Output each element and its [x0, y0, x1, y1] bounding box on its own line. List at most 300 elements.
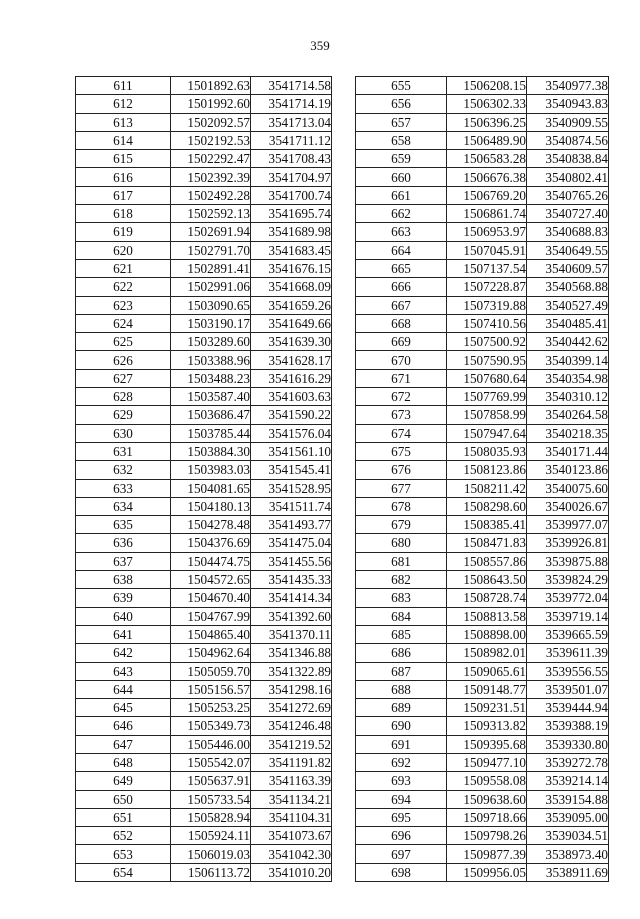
y-coordinate-cell: 3541695.74 — [251, 205, 332, 223]
x-coordinate-cell: 1504081.65 — [171, 479, 251, 497]
y-coordinate-cell: 3540874.56 — [527, 131, 609, 149]
x-coordinate-cell: 1509313.82 — [447, 717, 527, 735]
table-row — [356, 461, 609, 479]
x-coordinate-cell: 1508898.00 — [447, 625, 527, 643]
y-coordinate-cell: 3539719.14 — [527, 607, 609, 625]
x-coordinate-cell: 1502991.06 — [171, 278, 251, 296]
x-coordinate-cell: 1505542.07 — [171, 753, 251, 771]
y-coordinate-cell: 3539875.88 — [527, 552, 609, 570]
y-coordinate-cell: 3541713.04 — [251, 113, 332, 131]
y-coordinate-cell: 3540649.55 — [527, 241, 609, 259]
point-number-cell: 645 — [76, 699, 171, 717]
point-number-cell: 612 — [76, 95, 171, 113]
table-row — [356, 607, 609, 625]
point-number-cell: 671 — [356, 369, 447, 387]
point-number-cell: 688 — [356, 680, 447, 698]
table-row — [76, 223, 332, 241]
point-number-cell: 662 — [356, 205, 447, 223]
y-coordinate-cell: 3541616.29 — [251, 369, 332, 387]
table-row — [356, 424, 609, 442]
table-row — [76, 388, 332, 406]
table-row — [76, 753, 332, 771]
table-row — [76, 589, 332, 607]
y-coordinate-cell: 3541392.60 — [251, 607, 332, 625]
x-coordinate-cell: 1502092.57 — [171, 113, 251, 131]
x-coordinate-cell: 1508982.01 — [447, 644, 527, 662]
y-coordinate-cell: 3541700.74 — [251, 186, 332, 204]
table-row — [356, 699, 609, 717]
point-number-cell: 621 — [76, 259, 171, 277]
point-number-cell: 627 — [76, 369, 171, 387]
y-coordinate-cell: 3541528.95 — [251, 479, 332, 497]
y-coordinate-cell: 3540442.62 — [527, 333, 609, 351]
table-row — [76, 278, 332, 296]
y-coordinate-cell: 3540727.40 — [527, 205, 609, 223]
point-number-cell: 657 — [356, 113, 447, 131]
page-number: 359 — [310, 38, 330, 53]
point-number-cell: 661 — [356, 186, 447, 204]
y-coordinate-cell: 3541010.20 — [251, 863, 332, 881]
y-coordinate-cell: 3541298.16 — [251, 680, 332, 698]
y-coordinate-cell: 3541134.21 — [251, 790, 332, 808]
x-coordinate-cell: 1507319.88 — [447, 296, 527, 314]
point-number-cell: 672 — [356, 388, 447, 406]
table-row — [356, 333, 609, 351]
point-number-cell: 681 — [356, 552, 447, 570]
x-coordinate-cell: 1504767.99 — [171, 607, 251, 625]
y-coordinate-cell: 3538911.69 — [527, 863, 609, 881]
table-row — [356, 790, 609, 808]
table-row — [356, 223, 609, 241]
x-coordinate-cell: 1508813.58 — [447, 607, 527, 625]
point-number-cell: 629 — [76, 406, 171, 424]
y-coordinate-cell: 3541628.17 — [251, 351, 332, 369]
table-row — [356, 845, 609, 863]
x-coordinate-cell: 1502292.47 — [171, 150, 251, 168]
point-number-cell: 618 — [76, 205, 171, 223]
y-coordinate-cell: 3540527.49 — [527, 296, 609, 314]
table-row — [76, 168, 332, 186]
table-row — [356, 571, 609, 589]
x-coordinate-cell: 1506953.97 — [447, 223, 527, 241]
table-row — [356, 625, 609, 643]
x-coordinate-cell: 1507947.64 — [447, 424, 527, 442]
table-row — [356, 369, 609, 387]
y-coordinate-cell: 3539095.00 — [527, 808, 609, 826]
point-number-cell: 680 — [356, 534, 447, 552]
table-row — [356, 278, 609, 296]
table-row — [76, 241, 332, 259]
y-coordinate-cell: 3541163.39 — [251, 772, 332, 790]
y-coordinate-cell: 3540171.44 — [527, 442, 609, 460]
point-number-cell: 654 — [76, 863, 171, 881]
table-row — [76, 571, 332, 589]
x-coordinate-cell: 1503983.03 — [171, 461, 251, 479]
y-coordinate-cell: 3539977.07 — [527, 516, 609, 534]
y-coordinate-cell: 3539611.39 — [527, 644, 609, 662]
point-number-cell: 634 — [76, 497, 171, 515]
point-number-cell: 689 — [356, 699, 447, 717]
y-coordinate-cell: 3541714.58 — [251, 77, 332, 95]
x-coordinate-cell: 1505253.25 — [171, 699, 251, 717]
table-row — [356, 662, 609, 680]
y-coordinate-cell: 3540310.12 — [527, 388, 609, 406]
table-row — [356, 589, 609, 607]
point-number-cell: 684 — [356, 607, 447, 625]
y-coordinate-cell: 3541649.66 — [251, 314, 332, 332]
x-coordinate-cell: 1507858.99 — [447, 406, 527, 424]
table-row — [356, 735, 609, 753]
table-row — [76, 333, 332, 351]
point-number-cell: 677 — [356, 479, 447, 497]
y-coordinate-cell: 3541708.43 — [251, 150, 332, 168]
x-coordinate-cell: 1502791.70 — [171, 241, 251, 259]
x-coordinate-cell: 1502891.41 — [171, 259, 251, 277]
table-row — [356, 168, 609, 186]
x-coordinate-cell: 1503090.65 — [171, 296, 251, 314]
x-coordinate-cell: 1509638.60 — [447, 790, 527, 808]
table-row — [76, 113, 332, 131]
y-coordinate-cell: 3540354.98 — [527, 369, 609, 387]
point-number-cell: 617 — [76, 186, 171, 204]
y-coordinate-cell: 3538973.40 — [527, 845, 609, 863]
point-number-cell: 669 — [356, 333, 447, 351]
point-number-cell: 696 — [356, 827, 447, 845]
y-coordinate-cell: 3541191.82 — [251, 753, 332, 771]
table-row — [356, 351, 609, 369]
x-coordinate-cell: 1506302.33 — [447, 95, 527, 113]
y-coordinate-cell: 3539272.78 — [527, 753, 609, 771]
y-coordinate-cell: 3539556.55 — [527, 662, 609, 680]
point-number-cell: 676 — [356, 461, 447, 479]
x-coordinate-cell: 1506396.25 — [447, 113, 527, 131]
y-coordinate-cell: 3540123.86 — [527, 461, 609, 479]
table-row — [76, 808, 332, 826]
table-row — [76, 205, 332, 223]
point-number-cell: 678 — [356, 497, 447, 515]
y-coordinate-cell: 3540838.84 — [527, 150, 609, 168]
x-coordinate-cell: 1505446.00 — [171, 735, 251, 753]
y-coordinate-cell: 3539444.94 — [527, 699, 609, 717]
point-number-cell: 693 — [356, 772, 447, 790]
table-row — [76, 461, 332, 479]
x-coordinate-cell: 1505924.11 — [171, 827, 251, 845]
table-row — [76, 680, 332, 698]
x-coordinate-cell: 1502691.94 — [171, 223, 251, 241]
table-row — [76, 534, 332, 552]
table-row — [76, 662, 332, 680]
x-coordinate-cell: 1505156.57 — [171, 680, 251, 698]
y-coordinate-cell: 3540609.57 — [527, 259, 609, 277]
table-row — [356, 479, 609, 497]
point-number-cell: 626 — [76, 351, 171, 369]
x-coordinate-cell: 1506583.28 — [447, 150, 527, 168]
y-coordinate-cell: 3541322.89 — [251, 662, 332, 680]
y-coordinate-cell: 3541714.19 — [251, 95, 332, 113]
x-coordinate-cell: 1509395.68 — [447, 735, 527, 753]
x-coordinate-cell: 1508643.50 — [447, 571, 527, 589]
x-coordinate-cell: 1506489.90 — [447, 131, 527, 149]
y-coordinate-cell: 3541545.41 — [251, 461, 332, 479]
point-number-cell: 659 — [356, 150, 447, 168]
x-coordinate-cell: 1506861.74 — [447, 205, 527, 223]
y-coordinate-cell: 3541073.67 — [251, 827, 332, 845]
x-coordinate-cell: 1504962.64 — [171, 644, 251, 662]
point-number-cell: 632 — [76, 461, 171, 479]
y-coordinate-cell: 3541104.31 — [251, 808, 332, 826]
x-coordinate-cell: 1509065.61 — [447, 662, 527, 680]
table-row — [76, 150, 332, 168]
y-coordinate-cell: 3541676.15 — [251, 259, 332, 277]
y-coordinate-cell: 3541590.22 — [251, 406, 332, 424]
table-row — [356, 772, 609, 790]
table-row — [76, 351, 332, 369]
point-number-cell: 623 — [76, 296, 171, 314]
point-number-cell: 647 — [76, 735, 171, 753]
y-coordinate-cell: 3541455.56 — [251, 552, 332, 570]
y-coordinate-cell: 3541576.04 — [251, 424, 332, 442]
y-coordinate-cell: 3539824.29 — [527, 571, 609, 589]
point-number-cell: 666 — [356, 278, 447, 296]
x-coordinate-cell: 1505828.94 — [171, 808, 251, 826]
x-coordinate-cell: 1508298.60 — [447, 497, 527, 515]
table-row — [76, 131, 332, 149]
y-coordinate-cell: 3540802.41 — [527, 168, 609, 186]
table-row — [76, 845, 332, 863]
y-coordinate-cell: 3541272.69 — [251, 699, 332, 717]
y-coordinate-cell: 3540218.35 — [527, 424, 609, 442]
y-coordinate-cell: 3540399.14 — [527, 351, 609, 369]
y-coordinate-cell: 3541246.48 — [251, 717, 332, 735]
y-coordinate-cell: 3540026.67 — [527, 497, 609, 515]
x-coordinate-cell: 1506019.03 — [171, 845, 251, 863]
point-number-cell: 697 — [356, 845, 447, 863]
point-number-cell: 614 — [76, 131, 171, 149]
table-row — [76, 717, 332, 735]
y-coordinate-cell: 3540075.60 — [527, 479, 609, 497]
y-coordinate-cell: 3541711.12 — [251, 131, 332, 149]
x-coordinate-cell: 1508385.41 — [447, 516, 527, 534]
x-coordinate-cell: 1505637.91 — [171, 772, 251, 790]
point-number-cell: 683 — [356, 589, 447, 607]
x-coordinate-cell: 1502492.28 — [171, 186, 251, 204]
x-coordinate-cell: 1505733.54 — [171, 790, 251, 808]
y-coordinate-cell: 3541493.77 — [251, 516, 332, 534]
table-row — [76, 479, 332, 497]
point-number-cell: 644 — [76, 680, 171, 698]
x-coordinate-cell: 1509877.39 — [447, 845, 527, 863]
x-coordinate-cell: 1503686.47 — [171, 406, 251, 424]
point-number-cell: 640 — [76, 607, 171, 625]
point-number-cell: 615 — [76, 150, 171, 168]
point-number-cell: 648 — [76, 753, 171, 771]
table-row — [76, 406, 332, 424]
y-coordinate-cell: 3540485.41 — [527, 314, 609, 332]
table-row — [356, 753, 609, 771]
point-number-cell: 687 — [356, 662, 447, 680]
point-number-cell: 646 — [76, 717, 171, 735]
point-number-cell: 663 — [356, 223, 447, 241]
table-row — [76, 296, 332, 314]
table-row — [76, 790, 332, 808]
point-number-cell: 611 — [76, 77, 171, 95]
y-coordinate-cell: 3541683.45 — [251, 241, 332, 259]
table-row — [76, 516, 332, 534]
point-number-cell: 630 — [76, 424, 171, 442]
table-row — [76, 625, 332, 643]
point-number-cell: 633 — [76, 479, 171, 497]
table-row — [76, 827, 332, 845]
point-number-cell: 668 — [356, 314, 447, 332]
table-row — [356, 680, 609, 698]
y-coordinate-cell: 3541511.74 — [251, 497, 332, 515]
x-coordinate-cell: 1508557.86 — [447, 552, 527, 570]
table-row — [356, 827, 609, 845]
point-number-cell: 695 — [356, 808, 447, 826]
point-number-cell: 656 — [356, 95, 447, 113]
table-row — [76, 699, 332, 717]
table-row — [356, 808, 609, 826]
x-coordinate-cell: 1505349.73 — [171, 717, 251, 735]
x-coordinate-cell: 1507769.99 — [447, 388, 527, 406]
point-number-cell: 622 — [76, 278, 171, 296]
x-coordinate-cell: 1502592.13 — [171, 205, 251, 223]
point-number-cell: 628 — [76, 388, 171, 406]
x-coordinate-cell: 1501892.63 — [171, 77, 251, 95]
point-number-cell: 685 — [356, 625, 447, 643]
x-coordinate-cell: 1507137.54 — [447, 259, 527, 277]
x-coordinate-cell: 1509798.26 — [447, 827, 527, 845]
table-row — [76, 95, 332, 113]
point-number-cell: 652 — [76, 827, 171, 845]
x-coordinate-cell: 1504865.40 — [171, 625, 251, 643]
x-coordinate-cell: 1508211.42 — [447, 479, 527, 497]
table-row — [356, 442, 609, 460]
x-coordinate-cell: 1504376.69 — [171, 534, 251, 552]
point-number-cell: 691 — [356, 735, 447, 753]
x-coordinate-cell: 1504278.48 — [171, 516, 251, 534]
table-row — [356, 131, 609, 149]
table-row — [76, 863, 332, 881]
x-coordinate-cell: 1508035.93 — [447, 442, 527, 460]
table-row — [356, 150, 609, 168]
point-number-cell: 692 — [356, 753, 447, 771]
table-row — [356, 717, 609, 735]
point-number-cell: 642 — [76, 644, 171, 662]
point-number-cell: 649 — [76, 772, 171, 790]
point-number-cell: 639 — [76, 589, 171, 607]
point-number-cell: 619 — [76, 223, 171, 241]
table-row — [76, 424, 332, 442]
x-coordinate-cell: 1508728.74 — [447, 589, 527, 607]
y-coordinate-cell: 3539501.07 — [527, 680, 609, 698]
x-coordinate-cell: 1503587.40 — [171, 388, 251, 406]
x-coordinate-cell: 1503884.30 — [171, 442, 251, 460]
y-coordinate-cell: 3539214.14 — [527, 772, 609, 790]
table-row — [356, 516, 609, 534]
table-row — [76, 369, 332, 387]
point-number-cell: 624 — [76, 314, 171, 332]
x-coordinate-cell: 1507228.87 — [447, 278, 527, 296]
point-number-cell: 625 — [76, 333, 171, 351]
x-coordinate-cell: 1509231.51 — [447, 699, 527, 717]
y-coordinate-cell: 3541603.63 — [251, 388, 332, 406]
table-row — [76, 314, 332, 332]
table-row — [356, 552, 609, 570]
coordinates-table-right — [355, 76, 609, 882]
point-number-cell: 638 — [76, 571, 171, 589]
x-coordinate-cell: 1506208.15 — [447, 77, 527, 95]
x-coordinate-cell: 1503785.44 — [171, 424, 251, 442]
x-coordinate-cell: 1502392.39 — [171, 168, 251, 186]
table-row — [76, 644, 332, 662]
table-row — [356, 497, 609, 515]
y-coordinate-cell: 3541219.52 — [251, 735, 332, 753]
y-coordinate-cell: 3540264.58 — [527, 406, 609, 424]
point-number-cell: 698 — [356, 863, 447, 881]
table-row — [356, 314, 609, 332]
table-row — [356, 296, 609, 314]
x-coordinate-cell: 1509718.66 — [447, 808, 527, 826]
point-number-cell: 660 — [356, 168, 447, 186]
table-row — [356, 534, 609, 552]
y-coordinate-cell: 3539034.51 — [527, 827, 609, 845]
table-row — [356, 644, 609, 662]
point-number-cell: 690 — [356, 717, 447, 735]
table-row — [76, 259, 332, 277]
point-number-cell: 679 — [356, 516, 447, 534]
y-coordinate-cell: 3541042.30 — [251, 845, 332, 863]
coordinates-table-left — [75, 76, 332, 882]
y-coordinate-cell: 3540943.83 — [527, 95, 609, 113]
x-coordinate-cell: 1506676.38 — [447, 168, 527, 186]
point-number-cell: 651 — [76, 808, 171, 826]
point-number-cell: 686 — [356, 644, 447, 662]
x-coordinate-cell: 1506769.20 — [447, 186, 527, 204]
table-row — [356, 863, 609, 881]
y-coordinate-cell: 3539926.81 — [527, 534, 609, 552]
x-coordinate-cell: 1506113.72 — [171, 863, 251, 881]
table-row — [356, 113, 609, 131]
point-number-cell: 674 — [356, 424, 447, 442]
x-coordinate-cell: 1505059.70 — [171, 662, 251, 680]
point-number-cell: 675 — [356, 442, 447, 460]
point-number-cell: 653 — [76, 845, 171, 863]
x-coordinate-cell: 1507410.56 — [447, 314, 527, 332]
table-row — [76, 735, 332, 753]
point-number-cell: 658 — [356, 131, 447, 149]
point-number-cell: 682 — [356, 571, 447, 589]
y-coordinate-cell: 3541435.33 — [251, 571, 332, 589]
point-number-cell: 631 — [76, 442, 171, 460]
x-coordinate-cell: 1507045.91 — [447, 241, 527, 259]
table-row — [356, 406, 609, 424]
x-coordinate-cell: 1507590.95 — [447, 351, 527, 369]
y-coordinate-cell: 3541561.10 — [251, 442, 332, 460]
point-number-cell: 655 — [356, 77, 447, 95]
point-number-cell: 635 — [76, 516, 171, 534]
table-row — [76, 607, 332, 625]
table-row — [76, 186, 332, 204]
table-row — [356, 186, 609, 204]
table-row — [76, 77, 332, 95]
x-coordinate-cell: 1501992.60 — [171, 95, 251, 113]
table-row — [356, 388, 609, 406]
y-coordinate-cell: 3539330.80 — [527, 735, 609, 753]
point-number-cell: 643 — [76, 662, 171, 680]
point-number-cell: 613 — [76, 113, 171, 131]
y-coordinate-cell: 3541704.97 — [251, 168, 332, 186]
